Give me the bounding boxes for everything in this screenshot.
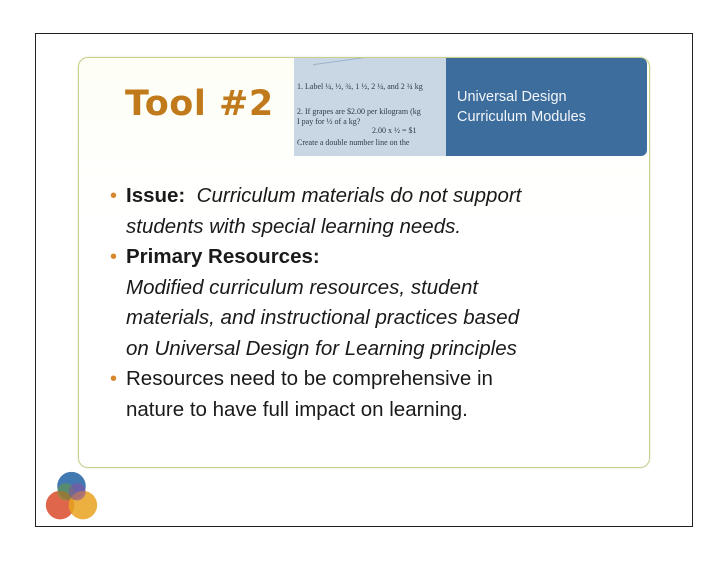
overlapping-circles-logo-icon xyxy=(43,469,100,526)
bullet-list xyxy=(110,181,630,425)
module-title-panel xyxy=(446,58,647,156)
bullet-lead: Issue: xyxy=(126,184,186,207)
bullet-dot-icon: • xyxy=(110,368,118,390)
worksheet-sketch xyxy=(313,58,375,85)
bullet-dot-icon: • xyxy=(110,246,118,268)
bullet-detail: materials, and instructional practices based xyxy=(126,306,520,329)
bullet-issue xyxy=(110,181,630,242)
worksheet-line: I pay for ½ of a kg? xyxy=(297,117,361,126)
worksheet-line: 2. If grapes are $2.00 per kilogram (kg xyxy=(297,107,421,116)
module-title-line: Universal Design xyxy=(457,89,567,105)
bullet-detail: students with special learning needs. xyxy=(126,214,462,238)
bullet-dot-icon: • xyxy=(110,185,118,207)
module-title-line: Curriculum Modules xyxy=(457,109,586,125)
bullet-comprehensive xyxy=(110,364,630,425)
bullet-detail: Modified curriculum resources, student xyxy=(126,275,479,299)
bullet-detail: Curriculum materials do not support xyxy=(196,184,522,207)
worksheet-image xyxy=(294,58,446,156)
worksheet-line: Create a double number line on the xyxy=(297,138,410,147)
worksheet-line: 2.00 x ½ = $1 xyxy=(372,126,417,135)
module-title xyxy=(457,87,586,127)
worksheet-line: 1. Label ¼, ½, ¾, 1 ½, 2 ¼, and 2 ¾ kg xyxy=(297,82,423,91)
bullet-text: nature to have full impact on learning. xyxy=(126,397,468,421)
bullet-lead: Primary Resources: xyxy=(126,245,320,268)
module-banner-image xyxy=(294,58,647,156)
bullet-text: Resources need to be comprehensive in xyxy=(126,367,493,390)
bullet-detail: on Universal Design for Learning principles xyxy=(126,336,517,360)
bullet-primary-resources xyxy=(110,242,630,364)
slide-title: Tool #2 xyxy=(125,84,274,124)
